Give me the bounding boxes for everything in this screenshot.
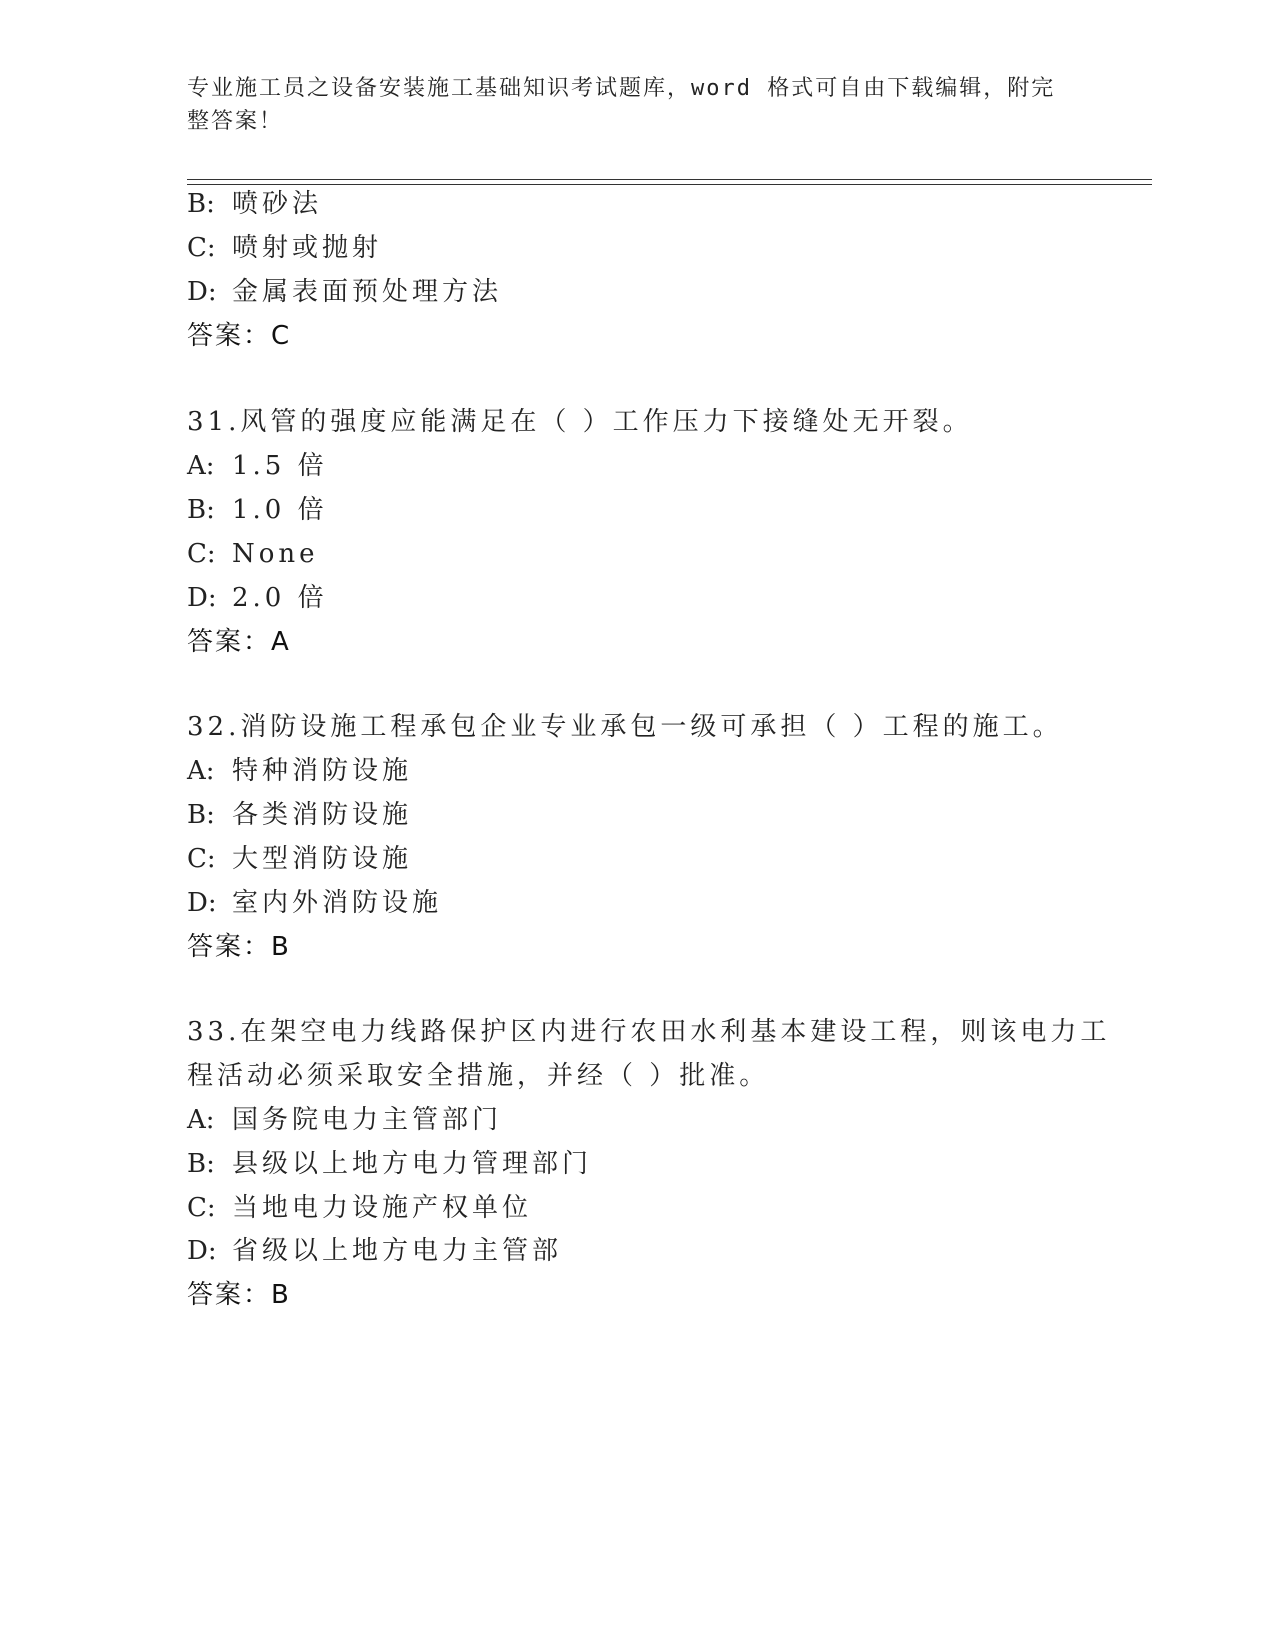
option-text: 省级以上地方电力主管部 — [232, 1236, 563, 1266]
option-text: 特种消防设施 — [232, 756, 413, 786]
header-divider-bottom — [187, 184, 1152, 185]
option-key: C: — [187, 844, 216, 874]
option-d — [187, 582, 328, 614]
option-text: 1.0 倍 — [232, 495, 328, 525]
answer-label: 答案：C — [187, 321, 292, 351]
answer-label: 答案：B — [187, 932, 291, 962]
option-c — [187, 538, 319, 570]
option-text: 金属表面预处理方法 — [232, 277, 503, 307]
option-text: 喷射或抛射 — [232, 233, 383, 263]
option-text: 当地电力设施产权单位 — [232, 1193, 533, 1223]
option-b — [187, 188, 322, 220]
option-key: D: — [187, 277, 217, 307]
option-text: 室内外消防设施 — [232, 888, 443, 918]
option-c — [187, 843, 412, 875]
option-key: C: — [187, 539, 216, 569]
option-b — [187, 1148, 592, 1180]
option-text: None — [232, 539, 319, 569]
option-key: D: — [187, 1236, 217, 1266]
option-key: B: — [187, 189, 215, 219]
answer-label: 答案：A — [187, 627, 291, 657]
option-key: B: — [187, 800, 215, 830]
option-d — [187, 887, 442, 919]
option-text: 各类消防设施 — [232, 800, 413, 830]
option-key: A: — [187, 1105, 215, 1135]
option-key: B: — [187, 495, 215, 525]
option-a — [187, 1104, 502, 1136]
question-32-stem: 32.消防设施工程承包企业专业承包一级可承担（ ）工程的施工。 — [187, 712, 1063, 742]
header-divider-top — [187, 179, 1152, 180]
option-key: B: — [187, 1149, 215, 1179]
option-text: 2.0 倍 — [232, 583, 328, 613]
question-33-stem-line2: 程活动必须采取安全措施，并经（ ）批准。 — [187, 1061, 770, 1091]
option-key: C: — [187, 233, 216, 263]
option-b — [187, 799, 412, 831]
option-d — [187, 1235, 562, 1267]
option-a — [187, 755, 412, 787]
option-key: C: — [187, 1193, 216, 1223]
option-text: 1.5 倍 — [232, 451, 328, 481]
option-b — [187, 494, 328, 526]
option-a — [187, 450, 328, 482]
option-text: 大型消防设施 — [232, 844, 413, 874]
option-c — [187, 232, 382, 264]
option-text: 国务院电力主管部门 — [232, 1105, 503, 1135]
option-text: 喷砂法 — [232, 189, 323, 219]
option-key: A: — [187, 756, 215, 786]
option-d — [187, 276, 502, 308]
answer-label: 答案：B — [187, 1280, 291, 1310]
option-key: D: — [187, 888, 217, 918]
question-31-stem: 31.风管的强度应能满足在（ ）工作压力下接缝处无开裂。 — [187, 407, 973, 437]
page-header-text: 专业施工员之设备安装施工基础知识考试题库，word 格式可自由下载编辑，附完整答案！ — [187, 76, 1056, 134]
option-key: A: — [187, 451, 215, 481]
option-c — [187, 1192, 532, 1224]
option-text: 县级以上地方电力管理部门 — [232, 1149, 593, 1179]
option-key: D: — [187, 583, 217, 613]
question-33-stem-line1: 33.在架空电力线路保护区内进行农田水利基本建设工程，则该电力工 — [187, 1017, 1111, 1047]
